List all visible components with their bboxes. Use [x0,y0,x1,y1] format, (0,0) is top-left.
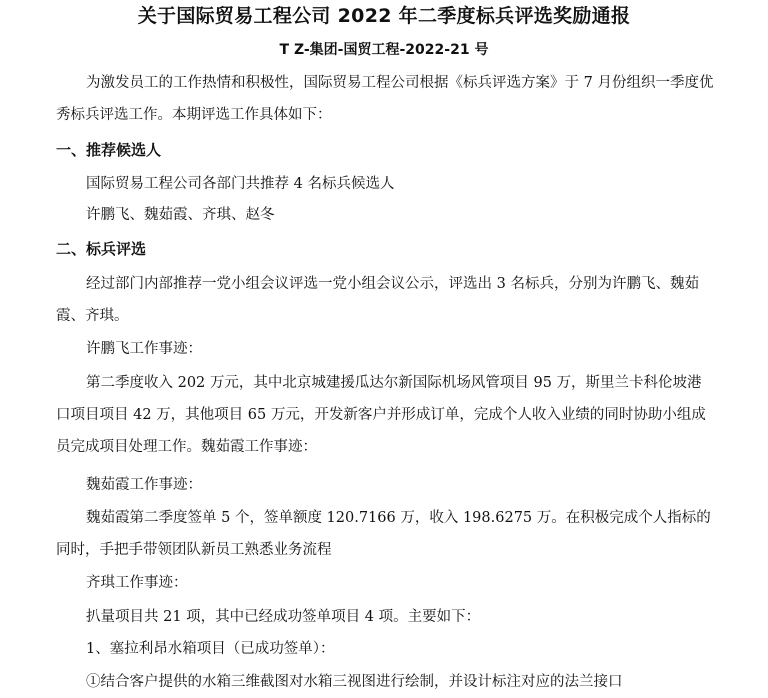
qi-item-1-sub: ①结合客户提供的水箱三维截图对水箱三视图进行绘制，并设计标注对应的法兰接口 [86,674,623,690]
section-heading-selection: 二、标兵评选 [56,240,147,258]
qi-item-1: 1、塞拉利昂水箱项目（已成功签单）： [86,641,335,657]
intro-paragraph: 为激发员工的工作热情和积极性，国际贸易工程公司根据《标兵评选方案》于 7 月份组织一季度优秀标兵评选工作。本期评选工作具体如下： [56,75,714,123]
candidates-text: 国际贸易工程公司各部门共推荐 4 名标兵候选人 [86,176,395,192]
xu-body: 第二季度收入 202 万元，其中北京城建援瓜达尔新国际机场风管项目 95 万，斯里兰卡科伦坡港口项目项目 42 万，其他项目 65 万元，开发新客户并形成订单，完成个人收入业绩的同时协助小组成员完成项目处理工作。魏茹霞工作事迹： [56,375,706,455]
candidates-names: 许鹏飞、魏茹霞、齐琪、赵冬 [86,207,275,223]
qi-heading: 齐琪工作事迹： [86,575,188,591]
section-heading-candidates: 一、推荐候选人 [56,141,162,159]
wei-heading: 魏茹霞工作事迹： [86,477,202,493]
wei-body: 魏茹霞第二季度签单 5 个，签单额度 120.7166 万，收入 198.6275 万。在积极完成个人指标的同时，手把手带领团队新员工熟悉业务流程 [56,510,711,558]
qi-body: 扒量项目共 21 项，其中已经成功签单项目 4 项。主要如下： [86,609,481,625]
selection-result: 经过部门内部推荐一党小组会议评选一党小组会议公示，评选出 3 名标兵，分别为许鹏飞、魏茹霞、齐琪。 [56,276,699,324]
document-number: T Z-集团-国贸工程-2022-21 号 [279,42,489,58]
document-title: 关于国际贸易工程公司 2022 年二季度标兵评选奖励通报 [137,5,631,27]
xu-heading: 许鹏飞工作事迹： [86,341,202,357]
